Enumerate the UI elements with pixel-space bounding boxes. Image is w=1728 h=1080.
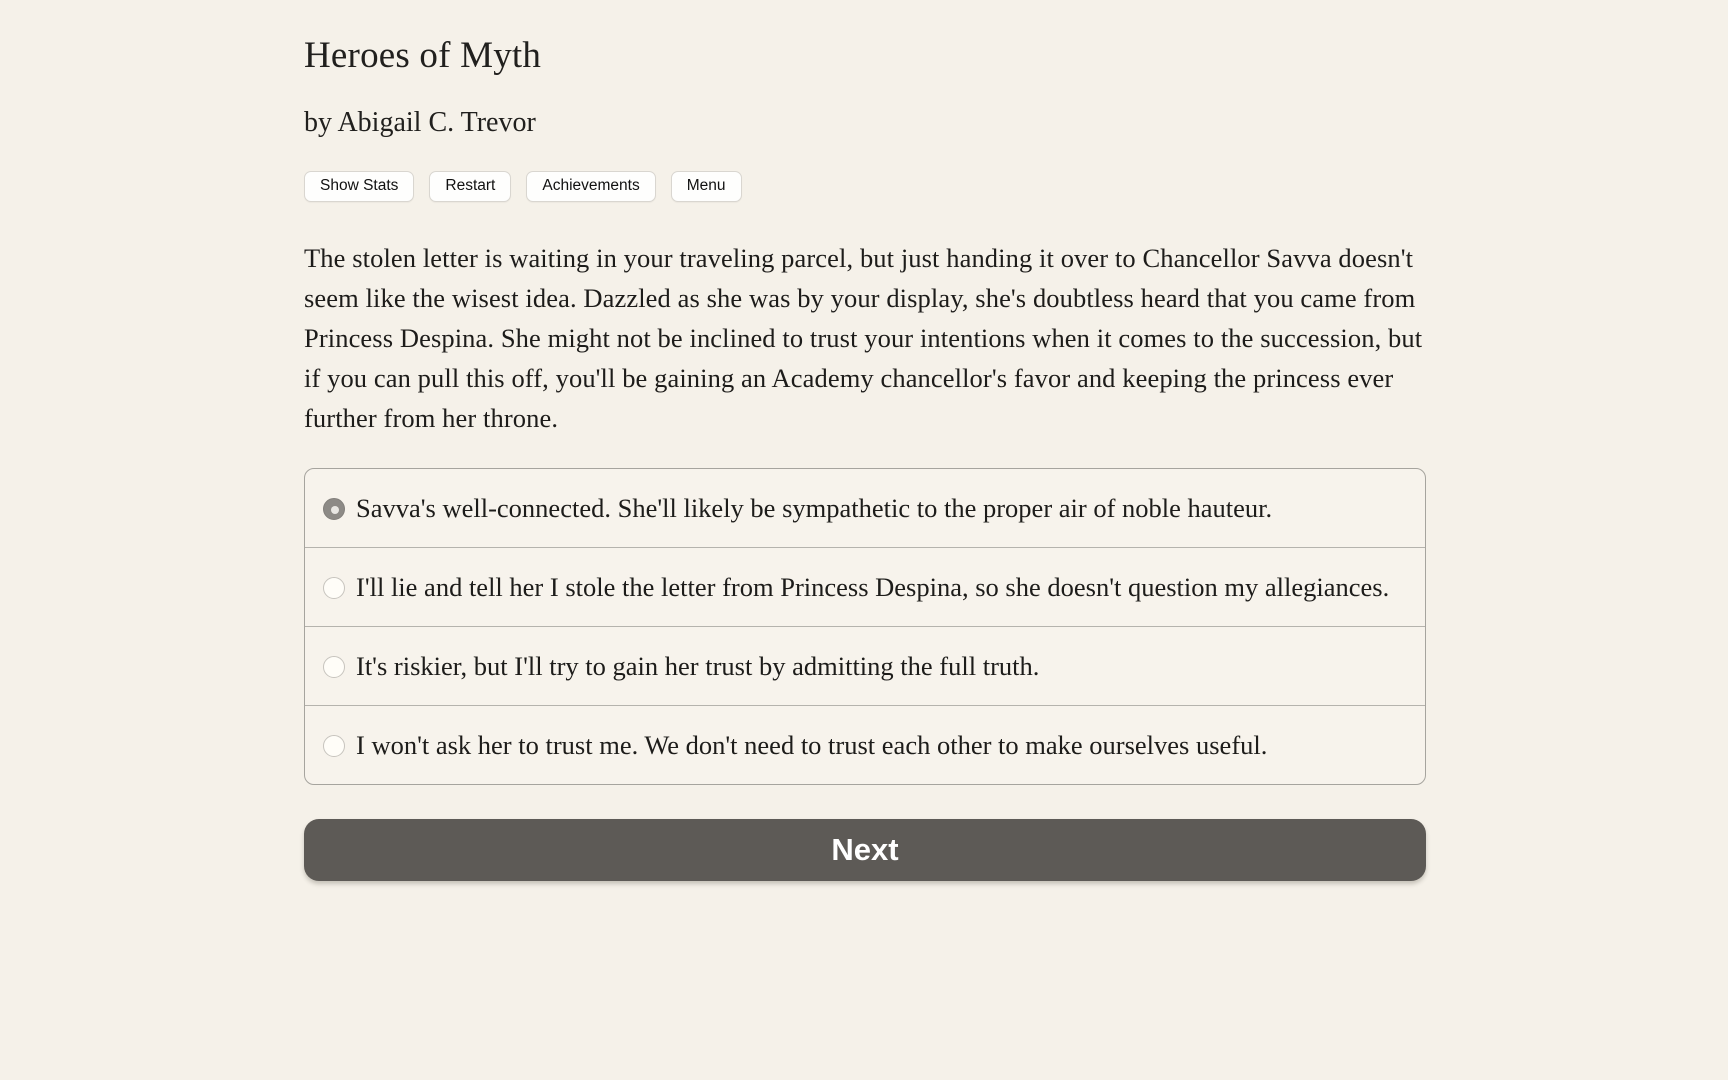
radio-button-icon[interactable] xyxy=(323,656,345,678)
show-stats-button[interactable]: Show Stats xyxy=(304,171,414,202)
menu-button[interactable]: Menu xyxy=(671,171,742,202)
choice-option-3[interactable] xyxy=(305,626,1425,705)
restart-button[interactable]: Restart xyxy=(429,171,511,202)
choice-label: Savva's well-connected. She'll likely be sympathetic to the proper air of noble hauteur. xyxy=(356,492,1273,523)
game-author: by Abigail C. Trevor xyxy=(304,107,536,138)
choice-option-1[interactable] xyxy=(305,469,1425,547)
choice-list xyxy=(304,468,1426,785)
achievements-button[interactable]: Achievements xyxy=(526,171,655,202)
choice-label: It's riskier, but I'll try to gain her trust by admitting the full truth. xyxy=(356,650,1040,681)
story-paragraph: The stolen letter is waiting in your traveling parcel, but just handing it over to Chancellor Savva doesn't seem like the wisest idea. Dazzled as she was by your display, she's doubtless heard that you came from Princess Despina. She might not be inclined to trust your intentions when it comes to the succession, but if you can pull this off, you'll be gaining an Academy chancellor's favor and keeping the princess ever further from her throne. xyxy=(304,242,1423,433)
radio-button-icon[interactable] xyxy=(323,735,345,757)
choice-label: I'll lie and tell her I stole the letter from Princess Despina, so she doesn't question my allegiances. xyxy=(356,571,1390,602)
choice-label: I won't ask her to trust me. We don't need to trust each other to make ourselves useful. xyxy=(356,729,1268,760)
radio-button-icon[interactable] xyxy=(323,498,345,520)
game-title: Heroes of Myth xyxy=(304,35,542,76)
next-button[interactable]: Next xyxy=(304,819,1426,881)
choice-option-4[interactable] xyxy=(305,705,1425,784)
toolbar xyxy=(304,171,1426,202)
radio-button-icon[interactable] xyxy=(323,577,345,599)
choice-option-2[interactable] xyxy=(305,547,1425,626)
game-page xyxy=(304,0,1426,881)
